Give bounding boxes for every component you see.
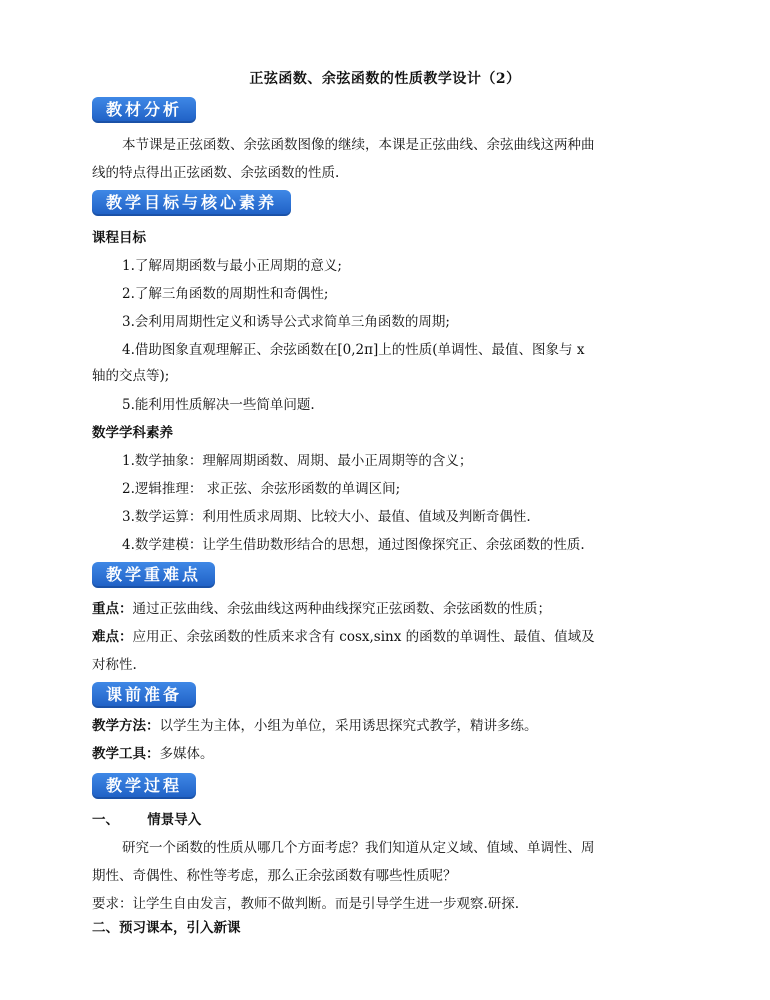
literacy-item: 2.逻辑推理： 求正弦、余弦形函数的单调区间; xyxy=(122,481,401,497)
section-badge-prep: 课前准备 xyxy=(92,682,196,708)
literacy-item: 1.数学抽象：理解周期函数、周期、最小正周期等的含义； xyxy=(122,453,473,469)
literacy-heading: 数学学科素养 xyxy=(92,425,173,441)
teaching-tool-line xyxy=(92,744,214,764)
teaching-tool-label: 教学工具： xyxy=(92,746,160,762)
teaching-method-label: 教学方法： xyxy=(92,718,160,734)
literacy-item: 3.数学运算：利用性质求周期、比较大小、最值、值域及判断奇偶性. xyxy=(122,509,531,525)
teaching-tool-text: 多媒体。 xyxy=(159,746,214,762)
course-goal-item: 2.了解三角函数的周期性和奇偶性; xyxy=(122,286,329,302)
difficult-point-text: 应用正、余弦函数的性质来求含有 cosx,sinx 的函数的单调性、最值、值域及 xyxy=(132,629,595,645)
difficult-point-label: 难点： xyxy=(92,629,133,645)
step2-heading: 二、预习课本，引入新课 xyxy=(92,920,241,936)
step1-line-1: 研究一个函数的性质从哪几个方面考虑？我们知道从定义域、值域、单调性、周 xyxy=(122,840,595,856)
step1-line-2: 期性、奇偶性、称性等考虑，那么正余弦函数有哪些性质呢？ xyxy=(92,868,457,884)
key-point-label: 重点： xyxy=(92,601,133,617)
section-badge-analysis: 教材分析 xyxy=(92,97,196,123)
course-goal-item: 1.了解周期函数与最小正周期的意义; xyxy=(122,258,342,274)
literacy-item: 4.数学建模：让学生借助数形结合的思想，通过图像探究正、余弦函数的性质. xyxy=(122,537,585,553)
analysis-line-1: 本节课是正弦函数、余弦函数图像的继续，本课是正弦曲线、余弦曲线这两种曲 xyxy=(122,137,595,153)
section-badge-process: 教学过程 xyxy=(92,773,196,799)
teaching-method-text: 以学生为主体，小组为单位，采用诱思探究式教学，精讲多练。 xyxy=(159,718,538,734)
requirement-line: 要求：让学生自由发言，教师不做判断。而是引导学生进一步观察.研探. xyxy=(92,896,520,912)
course-goal-item: 4.借助图象直观理解正、余弦函数在[0,2π]上的性质(单调性、最值、图象与 x xyxy=(122,342,585,358)
course-goal-item-cont: 轴的交点等); xyxy=(92,368,170,384)
analysis-line-2: 线的特点得出正弦函数、余弦函数的性质. xyxy=(92,165,340,181)
teaching-method-line xyxy=(92,716,538,736)
section-badge-goals: 教学目标与核心素养 xyxy=(92,190,291,216)
document-title: 正弦函数、余弦函数的性质教学设计（2） xyxy=(249,71,521,87)
step1-heading: 一、 情景导入 xyxy=(92,812,202,828)
course-goal-item: 3.会利用周期性定义和诱导公式求简单三角函数的周期; xyxy=(122,314,450,330)
course-goals-heading: 课程目标 xyxy=(92,230,146,246)
section-badge-key-points: 教学重难点 xyxy=(92,562,215,588)
difficult-point-line xyxy=(92,627,595,647)
key-point-line xyxy=(92,599,551,619)
difficult-point-cont: 对称性. xyxy=(92,657,137,673)
course-goal-item: 5.能利用性质解决一些简单问题. xyxy=(122,397,315,413)
key-point-text: 通过正弦曲线、余弦曲线这两种曲线探究正弦函数、余弦函数的性质； xyxy=(132,601,551,617)
